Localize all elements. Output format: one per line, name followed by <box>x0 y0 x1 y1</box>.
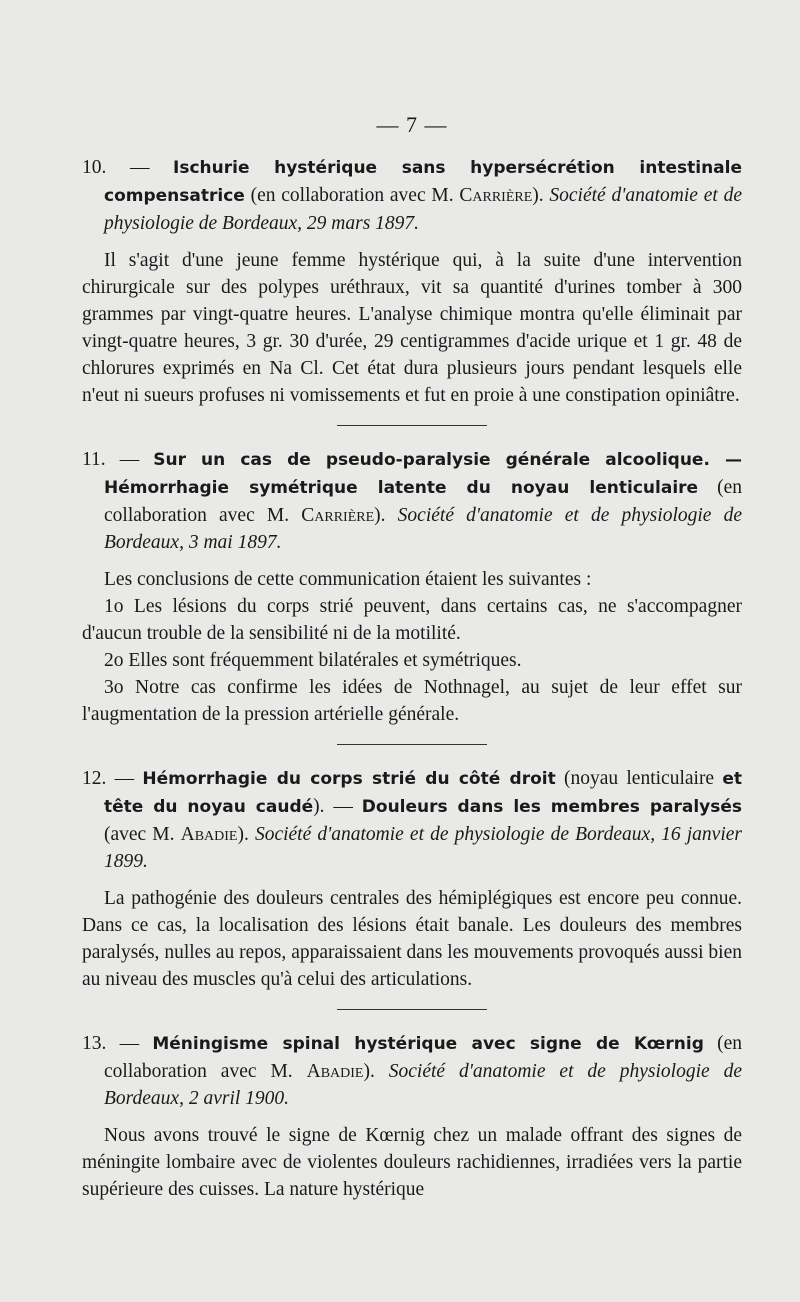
entry-number: 12. <box>82 768 107 789</box>
entry-paragraph: 1o Les lésions du corps strié peuvent, dans certains cas, ne s'accompagner d'aucun trouble de la sensibilité ni de la motilité. <box>82 596 742 644</box>
collab-prefix: (en collaboration avec M. <box>104 477 742 526</box>
entry-title: Hémorrhagie du corps strié du côté droit <box>142 769 556 789</box>
entry-paragraph: Nous avons trouvé le signe de Kœrnig chez un malade offrant des signes de méningite lombaire avec de violentes douleurs rachidiennes, irradiées vers la partie supérieure des cuisses. La nature hystérique <box>82 1125 742 1200</box>
entry-title-part3: Douleurs dans les membres paralysés <box>361 797 742 817</box>
collaborator-name: Carrière <box>301 505 375 526</box>
entry-number: 13. <box>82 1033 107 1054</box>
entry-paragraph: La pathogénie des douleurs centrales des hémiplégiques est encore peu connue. Dans ce cas, la localisation des lésions était banale. Les douleurs des membres paralysés, nulles au repos, apparaissaient dans les mouvements provoqués aussi bien au niveau des muscles qu'à celui des articulations. <box>82 888 742 990</box>
publication-source: Société d'anatomie et de physiologie de Bordeaux, 3 mai 1897. <box>104 505 742 553</box>
collab-suffix: ). <box>374 505 398 526</box>
entry-dash: — <box>105 449 154 470</box>
entry-heading <box>82 446 742 556</box>
collab-prefix: (en collaboration avec M. <box>104 1033 743 1082</box>
entry-title-normal: (noyau lenticulaire <box>555 768 723 789</box>
entry-paragraph: 3o Notre cas confirme les idées de Nothnagel, au sujet de leur effet sur l'augmentation de la pression artérielle générale. <box>82 677 742 725</box>
entry-heading <box>82 154 742 237</box>
collaborator-name: Abadie <box>306 1061 364 1082</box>
entry-number: 11. <box>82 449 106 470</box>
entry-number: 10. <box>82 157 107 178</box>
section-divider <box>337 744 487 745</box>
entry-paragraph: Il s'agit d'une jeune femme hystérique qui, à la suite d'une intervention chirurgicale sur des polypes uréthraux, vit sa quantité d'urines tomber à 300 grammes par vingt-quatre heures. L'analyse chimique montra qu'elle éliminait par vingt-quatre heures, 3 gr. 30 d'urée, 29 centigrammes d'acide urique et 1 gr. 48 de chlorures exprimés en Na Cl. Cet état dura plusieurs jours pendant lesquels elle n'eut ni sueurs profuses ni vomissements et fut en proie à une constipation opiniâtre. <box>82 250 742 406</box>
section-divider <box>337 1009 487 1010</box>
entry-paragraph: 2o Elles sont fréquemment bilatérales et symétriques. <box>104 650 522 671</box>
entry-heading <box>82 1030 742 1112</box>
publication-source: Société d'anatomie et de physiologie de Bordeaux, 16 janvier 1899. <box>104 824 742 872</box>
publication-source: Société d'anatomie et de physiologie de Bordeaux, 2 avril 1900. <box>104 1061 743 1109</box>
entry-10 <box>82 154 742 409</box>
publication-source: Société d'anatomie et de physiologie de Bordeaux, 29 mars 1897. <box>104 185 742 234</box>
entry-title: Sur un cas de pseudo-paralysie générale alcoolique. — Hémorrhagie symétrique latente du noyau lenticulaire <box>104 450 742 498</box>
entry-title-normal2: ). — <box>313 796 362 817</box>
collab-prefix: (en collaboration avec M. <box>244 185 460 206</box>
entry-title: Ischurie hystérique sans hypersécrétion intestinale compensatrice <box>104 158 742 206</box>
entry-title: Méningisme spinal hystérique avec signe de Kœrnig <box>152 1034 704 1054</box>
collab-prefix: (avec M. <box>104 824 181 845</box>
entry-dash: — <box>106 1033 153 1054</box>
entry-heading <box>82 765 742 875</box>
entry-title-part2: et tête du noyau caudé <box>104 769 742 817</box>
section-divider <box>337 425 487 426</box>
collab-suffix: ). <box>363 1061 389 1082</box>
collab-suffix: ). <box>532 185 550 206</box>
entry-13 <box>82 1030 742 1203</box>
collaborator-name: Carrière <box>459 185 533 206</box>
entry-dash: — <box>106 768 143 789</box>
collaborator-name: Abadie <box>180 824 238 845</box>
entry-12 <box>82 765 742 993</box>
entry-dash: — <box>106 157 174 178</box>
collab-suffix: ). <box>237 824 255 845</box>
entry-paragraph: Les conclusions de cette communication étaient les suivantes : <box>104 569 592 590</box>
page-number: — 7 — <box>376 112 448 137</box>
entry-11 <box>82 446 742 728</box>
